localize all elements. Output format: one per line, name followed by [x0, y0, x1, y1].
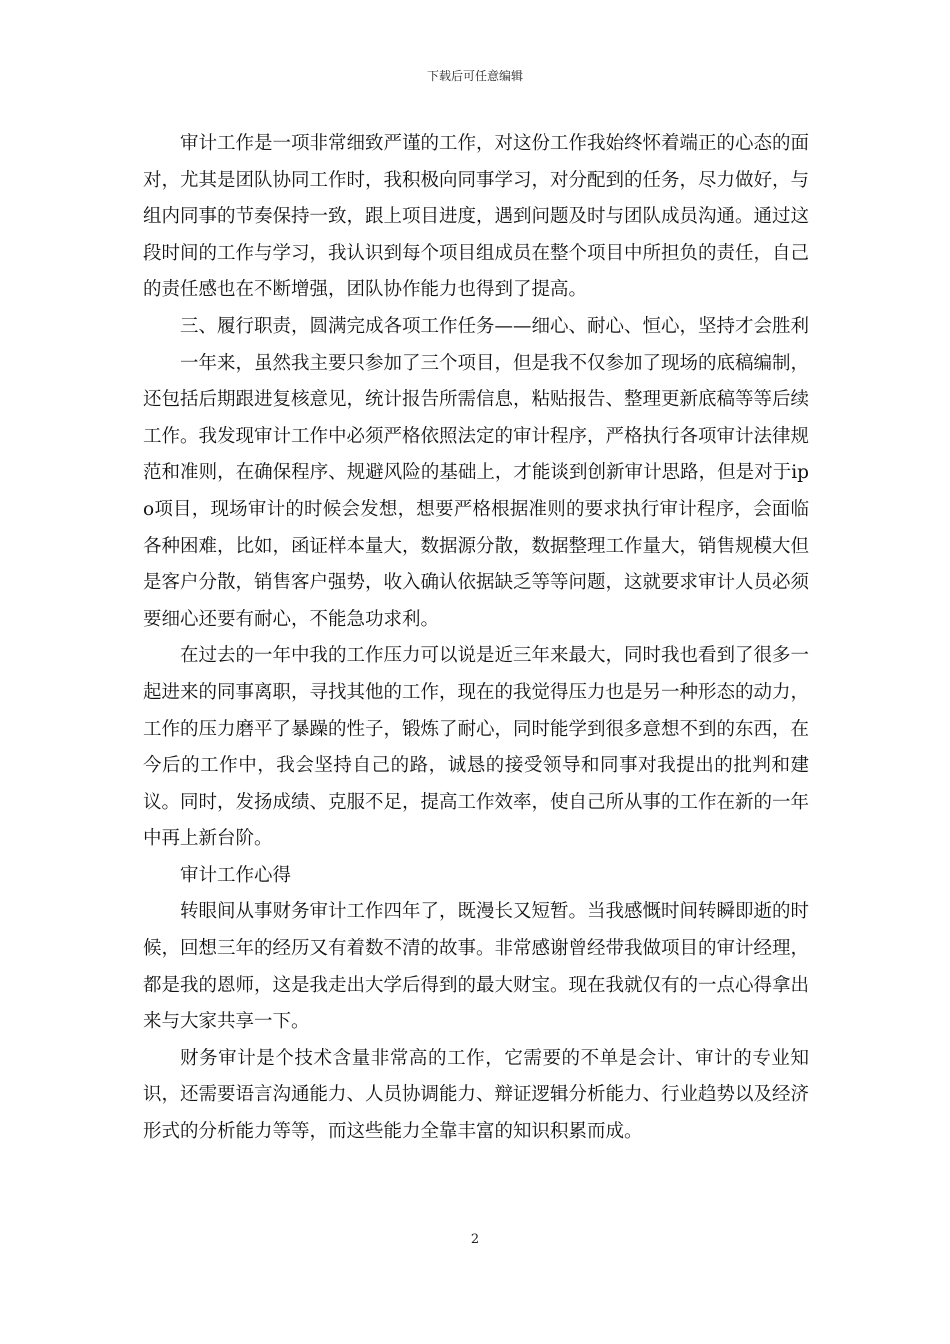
page-number: 2: [470, 1232, 480, 1247]
page-header-note: 下载后可任意编辑: [426, 69, 523, 83]
paragraph-skills: 财务审计是个技术含量非常高的工作，它需要的不单是会计、审计的专业知识，还需要语言沟通能力、人员协调能力、辩证逻辑分析能力、行业趋势以及经济形式的分析能力等等，而这些能力全靠丰富的知识积累而成。: [143, 1047, 810, 1143]
paragraph-pressure: 在过去的一年中我的工作压力可以说是近三年来最大，同时我也看到了很多一起进来的同事离职，寻找其他的工作，现在的我觉得压力也是另一种形态的动力，工作的压力磨平了暴躁的性子，锻炼了耐心，同时能学到很多意想不到的东西，在今后的工作中，我会坚持自己的路，诚恳的接受领导和同事对我提出的批判和建议。同时，发扬成绩、克服不足，提高工作效率，使自己所从事的工作在新的一年中再上新台阶。: [143, 645, 810, 850]
section-heading-audit-insights: 审计工作心得: [180, 864, 292, 886]
section-heading-duties: 三、履行职责，圆满完成各项工作任务——细心、耐心、恒心，坚持才会胜利: [180, 315, 810, 337]
paragraph-four-years: 转眼间从事财务审计工作四年了，既漫长又短暂。当我感慨时间转瞬即逝的时候，回想三年的经历又有着数不清的故事。非常感谢曾经带我做项目的审计经理，都是我的恩师，这是我走出大学后得到的最大财宝。现在我就仅有的一点心得拿出来与大家共享一下。: [143, 901, 810, 1033]
paragraph-teamwork: 审计工作是一项非常细致严谨的工作，对这份工作我始终怀着端正的心态的面对，尤其是团队协同工作时，我积极向同事学习，对分配到的任务，尽力做好，与组内同事的节奏保持一致，跟上项目进度，遇到问题及时与团队成员沟通。通过这段时间的工作与学习，我认识到每个项目组成员在整个项目中所担负的责任，自己的责任感也在不断增强，团队协作能力也得到了提高。: [143, 133, 810, 301]
paragraph-projects: 一年来，虽然我主要只参加了三个项目，但是我不仅参加了现场的底稿编制，还包括后期跟进复核意见，统计报告所需信息，粘贴报告、整理更新底稿等等后续工作。我发现审计工作中必须严格依照法定的审计程序，严格执行各项审计法律规范和准则，在确保程序、规避风险的基础上，才能谈到创新审计思路，但是对于ipo项目，现场审计的时候会发想，想要严格根据准则的要求执行审计程序，会面临各种困难，比如，函证样本量大，数据源分散，数据整理工作量大，销售规模大但是客户分散，销售客户强势，收入确认依据缺乏等等问题，这就要求审计人员必须要细心还要有耐心，不能急功求利。: [143, 352, 810, 630]
body-text: [143, 126, 809, 1151]
